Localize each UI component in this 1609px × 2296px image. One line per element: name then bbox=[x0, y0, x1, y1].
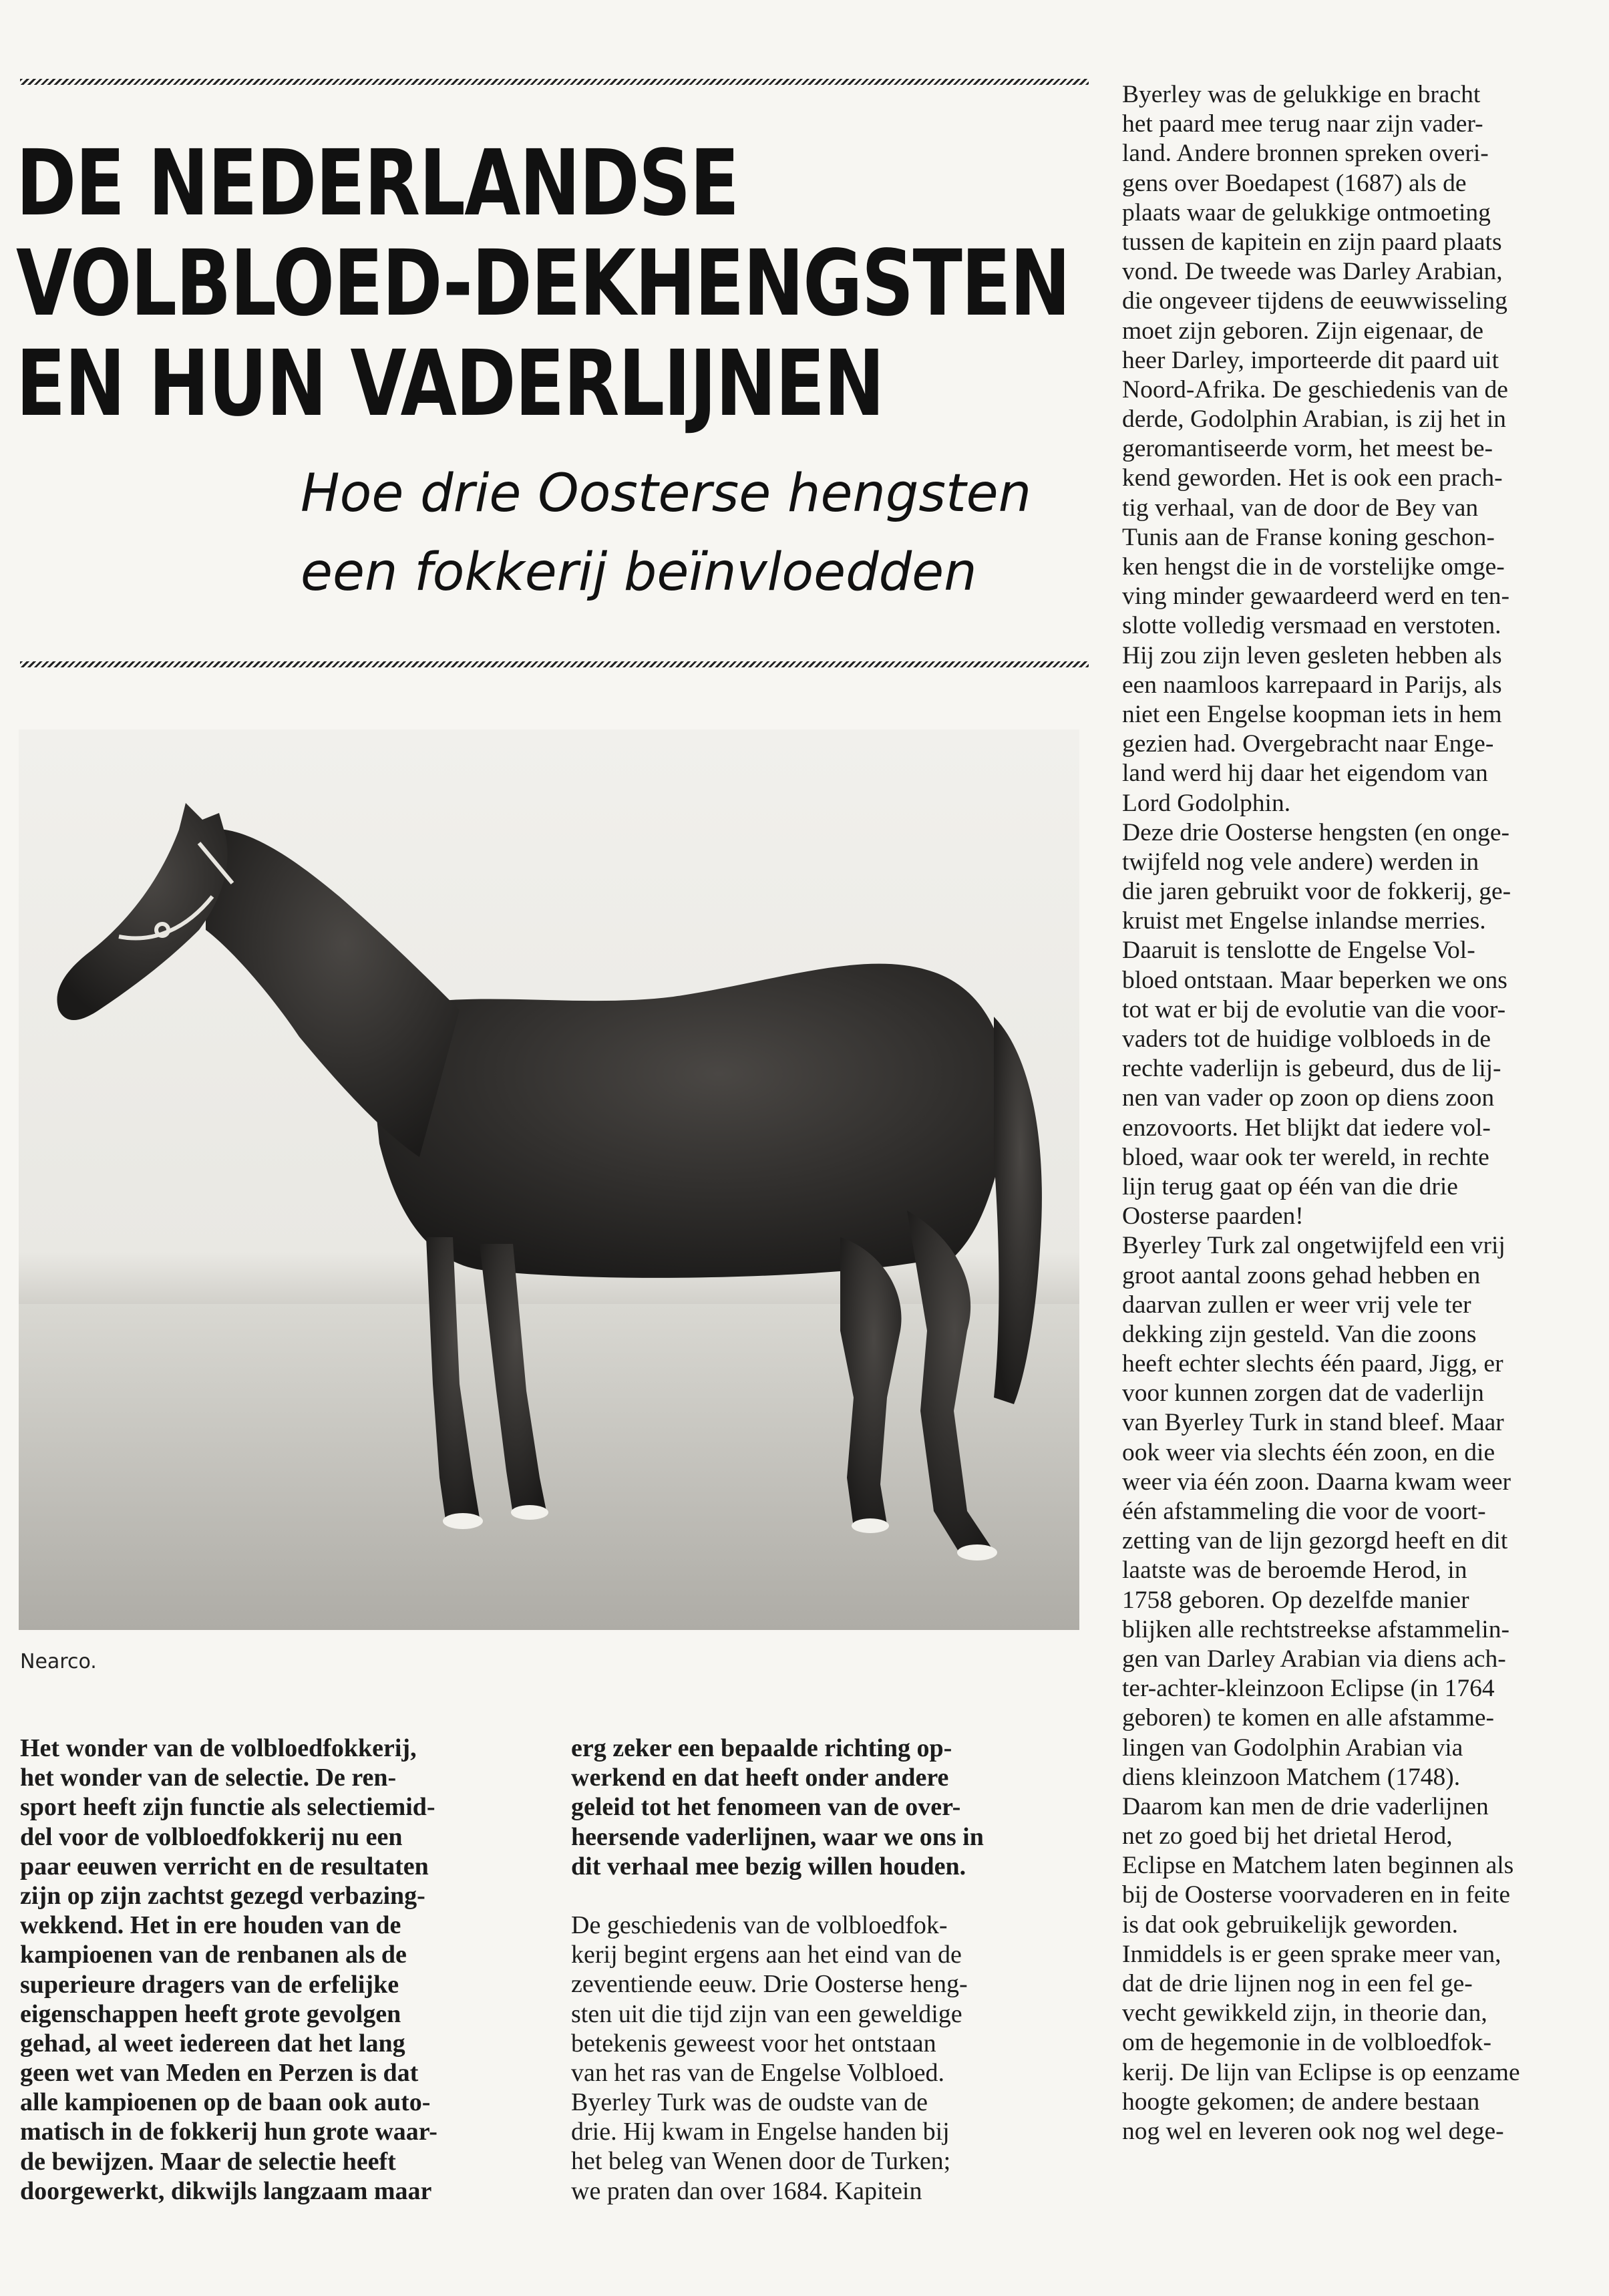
text-line: kend geworden. Het is ook een prach- bbox=[1122, 464, 1503, 492]
text-line: het beleg van Wenen door de Turken; bbox=[571, 2147, 951, 2176]
text-line: van het ras van de Engelse Volbloed. bbox=[571, 2058, 944, 2087]
text-line: lingen van Godolphin Arabian via bbox=[1122, 1734, 1463, 1762]
text-line: kruist met Engelse inlandse merries. bbox=[1122, 907, 1486, 935]
text-line: enzovoorts. Het blijkt dat iedere vol- bbox=[1122, 1114, 1491, 1142]
text-line: wekkend. Het in ere houden van de bbox=[20, 1911, 401, 1940]
text-line: gens over Boedapest (1687) als de bbox=[1122, 169, 1467, 197]
text-line: heeft echter slechts één paard, Jigg, er bbox=[1122, 1350, 1503, 1378]
text-line: 1758 geboren. Op dezelfde manier bbox=[1122, 1586, 1469, 1614]
text-line: geleid tot het fenomeen van de over- bbox=[571, 1793, 961, 1822]
text-line: land werd hij daar het eigendom van bbox=[1122, 760, 1488, 788]
text-line: diens kleinzoon Matchem (1748). bbox=[1122, 1763, 1461, 1791]
text-line: kampioenen van de renbanen als de bbox=[20, 1941, 407, 1969]
subtitle-line-1: Hoe drie Oosterse hengsten bbox=[301, 464, 1032, 524]
text-line: één afstammeling die voor de voort- bbox=[1122, 1498, 1486, 1525]
paragraph-gap bbox=[571, 1881, 984, 1911]
text-line: geboren) te komen en alle afstamme- bbox=[1122, 1704, 1495, 1732]
text-line: is dat ook gebruikelijk geworden. bbox=[1122, 1911, 1459, 1939]
text-line: Eclipse en Matchem laten beginnen als bbox=[1122, 1852, 1514, 1880]
headline-line-2: VOLBLOED-DEKHENGSTEN bbox=[16, 231, 1070, 337]
text-line: geen wet van Meden en Perzen is dat bbox=[20, 2059, 419, 2088]
headline-line-3: EN HUN VADERLIJNEN bbox=[16, 331, 884, 437]
horse-illustration bbox=[19, 729, 1079, 1630]
text-line: blijken alle rechtstreekse afstammelin- bbox=[1122, 1615, 1509, 1643]
text-line: ook weer via slechts één zoon, en die bbox=[1122, 1438, 1495, 1466]
text-line: dat de drie lijnen nog in een fel ge- bbox=[1122, 1970, 1473, 1997]
decorative-rule-top bbox=[20, 79, 1089, 85]
text-line: matisch in de fokkerij hun grote waar- bbox=[20, 2118, 437, 2146]
text-line: ter-achter-kleinzoon Eclipse (in 1764 bbox=[1122, 1675, 1495, 1703]
text-line: net zo goed bij het drietal Herod, bbox=[1122, 1822, 1453, 1850]
text-line: kerij. De lijn van Eclipse is op eenzame bbox=[1122, 2058, 1520, 2086]
text-line: derde, Godolphin Arabian, is zij het in bbox=[1122, 405, 1506, 434]
text-line: kerij begint ergens aan het eind van de bbox=[571, 1941, 962, 1969]
text-line: eigenschappen heeft grote gevolgen bbox=[20, 1999, 401, 2028]
text-line: voor kunnen zorgen dat de vaderlijn bbox=[1122, 1379, 1484, 1408]
text-line: Daaruit is tenslotte de Engelse Vol- bbox=[1122, 937, 1475, 965]
text-line: niet een Engelse koopman iets in hem bbox=[1122, 700, 1502, 728]
decorative-rule-middle bbox=[20, 661, 1089, 667]
text-line: van Byerley Turk in stand bleef. Maar bbox=[1122, 1409, 1504, 1437]
text-line: tussen de kapitein en zijn paard plaats bbox=[1122, 228, 1502, 256]
text-line: zetting van de lijn gezorgd heeft en dit bbox=[1122, 1527, 1508, 1555]
subtitle bbox=[301, 454, 1031, 612]
text-line: ken hengst die in de vorstelijke omge- bbox=[1122, 553, 1505, 581]
text-line: we praten dan over 1684. Kapitein bbox=[571, 2176, 922, 2205]
grass-field bbox=[19, 1304, 1079, 1630]
text-line: Noord-Afrika. De geschiedenis van de bbox=[1122, 375, 1508, 403]
text-line: gehad, al weet iedereen dat het lang bbox=[20, 2029, 405, 2058]
text-line: tot wat er bij de evolutie van die voor- bbox=[1122, 995, 1506, 1023]
text-line: gen van Darley Arabian via diens ach- bbox=[1122, 1645, 1506, 1673]
text-line: land. Andere bronnen spreken overi- bbox=[1122, 140, 1489, 168]
text-line: De geschiedenis van de volbloedfok- bbox=[571, 1911, 948, 1939]
text-line: paar eeuwen verricht en de resultaten bbox=[20, 1852, 429, 1880]
text-line: moet zijn geboren. Zijn eigenaar, de bbox=[1122, 317, 1483, 345]
text-line: bij de Oosterse voorvaderen en in feite bbox=[1122, 1881, 1511, 1909]
text-line: zeventiende eeuw. Drie Oosterse heng- bbox=[571, 1970, 968, 1999]
text-line: slotte volledig versmaad en verstoten. bbox=[1122, 612, 1501, 640]
text-line: doorgewerkt, dikwijls langzaam maar bbox=[20, 2176, 432, 2205]
text-line: Byerley Turk was de oudste van de bbox=[571, 2088, 928, 2117]
text-line: het paard mee terug naar zijn vader- bbox=[1122, 110, 1483, 138]
text-line: bloed, waar ook ter wereld, in rechte bbox=[1122, 1143, 1489, 1171]
text-line: erg zeker een bepaalde richting op- bbox=[571, 1734, 952, 1762]
text-line: vaders tot de huidige volbloeds in de bbox=[1122, 1025, 1491, 1053]
text-line: vecht gewikkeld zijn, in theorie dan, bbox=[1122, 1999, 1487, 2027]
subtitle-line-2: een fokkerij beïnvloedden bbox=[301, 542, 977, 603]
text-line: heersende vaderlijnen, waar we ons in bbox=[571, 1822, 984, 1851]
text-line: het wonder van de selectie. De ren- bbox=[20, 1764, 397, 1792]
headline bbox=[16, 131, 1070, 437]
text-line: Inmiddels is er geen sprake meer van, bbox=[1122, 1940, 1501, 1968]
text-line: dit verhaal mee bezig willen houden. bbox=[571, 1852, 966, 1880]
text-line: heer Darley, importeerde dit paard uit bbox=[1122, 346, 1499, 374]
text-line: drie. Hij kwam in Engelse handen bij bbox=[571, 2118, 950, 2146]
text-line: lijn terug gaat op één van die drie bbox=[1122, 1172, 1458, 1200]
text-line: Byerley was de gelukkige en bracht bbox=[1122, 81, 1481, 108]
text-line: weer via één zoon. Daarna kwam weer bbox=[1122, 1468, 1511, 1496]
text-line: tig verhaal, van de door de Bey van bbox=[1122, 494, 1479, 522]
text-line: die jaren gebruikt voor de fokkerij, ge- bbox=[1122, 878, 1511, 906]
text-line: sport heeft zijn functie als selectiemid- bbox=[20, 1793, 435, 1822]
text-line: Tunis aan de Franse koning geschon- bbox=[1122, 523, 1495, 551]
text-line: twijfeld nog vele andere) werden in bbox=[1122, 848, 1479, 876]
article-column-middle bbox=[571, 1734, 984, 2206]
text-line: betekenis geweest voor het ontstaan bbox=[571, 2029, 936, 2058]
text-line: nen van vader op zoon op diens zoon bbox=[1122, 1084, 1495, 1112]
text-line: werkend en dat heeft onder andere bbox=[571, 1764, 949, 1792]
text-line: een naamloos karrepaard in Parijs, als bbox=[1122, 671, 1502, 699]
text-line: vond. De tweede was Darley Arabian, bbox=[1122, 258, 1503, 286]
text-line: Hij zou zijn leven gesleten hebben als bbox=[1122, 641, 1502, 669]
article-column-left bbox=[20, 1734, 437, 2206]
text-line: del voor de volbloedfokkerij nu een bbox=[20, 1822, 403, 1851]
text-line: om de hegemonie in de volbloedfok- bbox=[1122, 2029, 1491, 2057]
article-column-right bbox=[1122, 80, 1520, 2146]
horse-photo bbox=[19, 729, 1079, 1630]
text-line: de bewijzen. Maar de selectie heeft bbox=[20, 2147, 396, 2176]
text-line: bloed ontstaan. Maar beperken we ons bbox=[1122, 966, 1507, 994]
headline-line-1: DE NEDERLANDSE bbox=[16, 131, 739, 236]
text-line: geromantiseerde vorm, het meest be- bbox=[1122, 435, 1493, 463]
text-line: groot aantal zoons gehad hebben en bbox=[1122, 1261, 1481, 1289]
text-line: Daarom kan men de drie vaderlijnen bbox=[1122, 1792, 1489, 1820]
text-line: nog wel en leveren ook nog wel dege- bbox=[1122, 2117, 1504, 2145]
text-line: dekking zijn gesteld. Van die zoons bbox=[1122, 1320, 1477, 1348]
text-line: Deze drie Oosterse hengsten (en onge- bbox=[1122, 818, 1509, 846]
text-line: plaats waar de gelukkige ontmoeting bbox=[1122, 198, 1491, 226]
text-line: Byerley Turk zal ongetwijfeld een vrij bbox=[1122, 1232, 1505, 1260]
text-line: alle kampioenen op de baan ook auto- bbox=[20, 2088, 431, 2117]
text-line: sten uit die tijd zijn van een geweldige bbox=[571, 1999, 962, 2028]
text-line: zijn op zijn zachtst gezegd verbazing- bbox=[20, 1881, 425, 1910]
text-line: gezien had. Overgebracht naar Enge- bbox=[1122, 730, 1494, 758]
text-line: ving minder gewaardeerd werd en ten- bbox=[1122, 583, 1509, 611]
text-line: hoogte gekomen; de andere bestaan bbox=[1122, 2088, 1480, 2116]
text-line: Lord Godolphin. bbox=[1122, 789, 1291, 817]
text-line: die ongeveer tijdens de eeuwwisseling bbox=[1122, 287, 1507, 315]
text-line: Oosterse paarden! bbox=[1122, 1202, 1304, 1231]
text-line: Het wonder van de volbloedfokkerij, bbox=[20, 1734, 417, 1762]
text-line: daarvan zullen er weer vrij vele ter bbox=[1122, 1291, 1471, 1319]
text-line: laatste was de beroemde Herod, in bbox=[1122, 1556, 1467, 1585]
photo-caption: Nearco. bbox=[20, 1650, 97, 1673]
text-line: rechte vaderlijn is gebeurd, dus de lij- bbox=[1122, 1055, 1501, 1083]
text-line: superieure dragers van de erfelijke bbox=[20, 1970, 399, 1999]
